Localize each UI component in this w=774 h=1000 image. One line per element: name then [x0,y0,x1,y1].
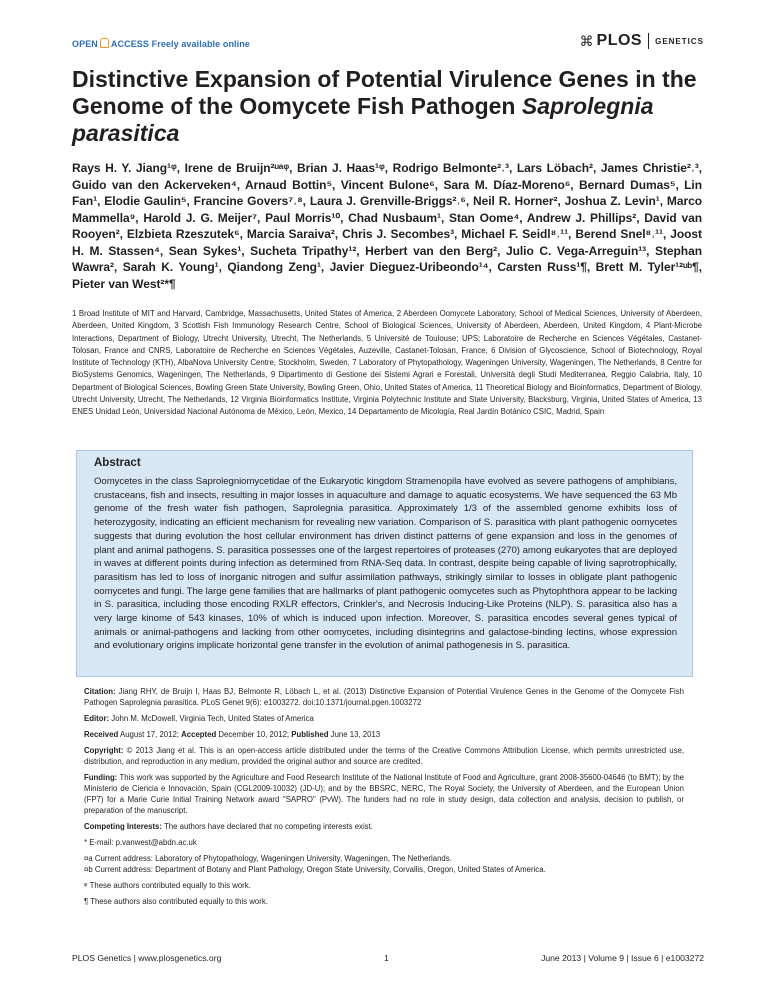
citation-label: Citation: [84,687,116,696]
current-address-b: ¤b Current address: Department of Botany and Plant Pathology, Oregon State University, Corvallis, Oregon, United States of America. [84,865,546,874]
copyright-text: © 2013 Jiang et al. This is an open-access article distributed under the terms of the Creative Commons Attribution License, which permits unrestricted use, distribution, and reproduction in any medium, provided the original author and source are credited. [84,746,684,766]
abstract-heading: Abstract [94,457,141,469]
published-label: Published [291,730,329,739]
competing-label: Competing Interests: [84,822,162,831]
received-label: Received [84,730,119,739]
copyright [84,745,684,767]
abstract-box [76,450,693,677]
equal-contribution-2: ¶ These authors also contributed equally to this work. [84,897,268,906]
abstract-text: Oomycetes in the class Saprolegniomycetidae of the Eukaryotic kingdom Stramenopila have evolved as severe pathogens of amphibians, crustaceans, fish and insects, resulting in major losses in aquaculture and damage to aquatic ecosystems. We have sequenced the 63 Mb genome of the fresh water fish pathogen, Saprolegnia parasitica. Approximately 1/3 of the assembled genome exhibits loss of heterozygosity, indicating an efficient mechanism for revealing new variation. Comparison of S. parasitica with plant pathogenic oomycetes suggests that during evolution the host cellular environment has driven distinct patterns of gene expansion and loss in the genomes of plant and animal pathogens. S. parasitica possesses one of the largest repertoires of proteases (270) among eukaryotes that are deployed in waves at different points during infection as determined from RNA-Seq data. In contrast, despite being capable of living saprotrophically, parasitism has led to loss of inorganic nitrogen and sulfur assimilation pathways, strikingly similar to losses in obligate plant pathogenic oomycetes and fungi. The large gene families that are hallmarks of plant pathogenic oomycetes such as Phytophthora appear to be lacking in S. parasitica, including those encoding RXLR effectors, Crinkler's, and Necrosis Inducing-Like Proteins (NLP). S. parasitica also has a very large kinome of 543 kinases, 10% of which is induced upon infection. Moreover, S. parasitica encodes several genes typical of animals or animal-pathogens and lacking from other oomycetes, including disintegrins and galactose-binding lectins, whose expression and evolutionary origins implicate horizontal gene transfer in the evolution of animal pathogenesis in S. parasitica. [94,476,677,652]
plos-logo[interactable] [580,30,704,52]
publisher-name: PLOS [596,32,643,49]
article-title [72,66,704,147]
footer-journal[interactable]: PLOS Genetics | www.plosgenetics.org [72,953,222,963]
open-access-banner[interactable] [72,38,250,49]
funding [84,772,684,816]
open-access-lock-icon [100,38,109,48]
accepted-date: December 10, 2012; [218,730,290,739]
competing-text: The authors have declared that no competing interests exist. [164,822,373,831]
journal-name: GENETICS [655,36,704,46]
received-date: August 17, 2012; [120,730,179,739]
article-metadata [84,686,684,912]
competing-interests [84,821,684,832]
email[interactable]: * E-mail: p.vanwest@abdn.ac.uk [84,838,197,847]
editor [84,713,684,724]
footer-issue: June 2013 | Volume 9 | Issue 6 | e1003272 [541,953,704,963]
title-main: Distinctive Expansion of Potential Virulence Genes in the Genome of the Oomycete Fish Pathogen [72,66,697,119]
funding-label: Funding: [84,773,118,782]
dates [84,729,684,740]
logo-divider [648,33,649,49]
page-number: 1 [384,953,389,963]
published-date: June 13, 2013 [330,730,381,739]
funding-text: This work was supported by the Agriculture and Food Research Institute of the National Institute of Food and Agriculture, grant 2008-35600-04646 (to BMT); by the Ministerio de Ciencia e Innovación, Spain (CGL2009-10032) (JD-U); and by the BBSRC, NERC, The Royal Society, the University of Aberdeen, and the European Union (FP7) for a Marie Curie Initial Training Network award "SAPRO" (PvW). The funders had no role in study design, data collection and analysis, decision to publish, or preparation of the manuscript. [84,773,684,815]
affiliations: 1 Broad Institute of MIT and Harvard, Cambridge, Massachusetts, United States of America, 2 Aberdeen Oomycete Laboratory, School of Medical Sciences, University of Aberdeen, Aberdeen, United Kingdom, 3 Scottish Fish Immunology Research Centre, School of Biological Sciences, University of Aberdeen, Aberdeen, United Kingdom, 4 Plant-Microbe Interactions, Department of Biology, Utrecht University, Utrecht, The Netherlands, 5 Université de Toulouse; UPS; Laboratoire de Recherche en Sciences Végétales, Castanet-Tolosan, France and CNRS, Laboratoire de Recherche en Sciences Végétales, Auzeville, Castanet-Tolosan, France, 6 Division of Glycoscience, School of Biotechnology, Royal Institute of Technology (KTH), AlbaNova University Centre, Stockholm, Sweden, 7 Laboratory of Phytopathology, Wageningen University, Wageningen, The Netherlands, 8 Centre for BioSystems Genomics, Wageningen, The Netherlands, 9 Dipartimento di Gestione dei Sistemi Agrari e Forestali, Università degli Studi Mediterranea, Reggio Calabria, Italy, 10 Department of Biological Sciences, Bowling Green State University, Bowling Green, Ohio, United States of America, 11 Theoretical Biology and Bioinformatics, Department of Biology, Utrecht University, Utrecht, The Netherlands, 12 Virginia Bioinformatics Institute, Virginia Polytechnic Institute and State University, Blacksburg, Virginia, United States of America, 13 ENES Unidad León, Universidad Nacional Autónoma de México, León, Mexico, 14 Departamento de Micología, Real Jardín Botánico CSIC, Madrid, Spain [72,309,702,417]
journal-header [72,30,704,58]
citation-text: Jiang RHY, de Bruijn I, Haas BJ, Belmonte R, Löbach L, et al. (2013) Distinctive Expansion of Potential Virulence Genes in the Genome of the Oomycete Fish Pathogen Saprolegnia parasitica. PLoS Genet 9(6): e1003272. doi:10.1371/journal.pgen.1003272 [84,687,684,707]
open-label: OPEN [72,39,98,49]
author-list: Rays H. Y. Jiang¹ᵠ, Irene de Bruijn²ᵘᵃᵠ, Brian J. Haas¹ᵠ, Rodrigo Belmonte²˒³, Lars Löbach², James Christie²˒³, Guido van den Ackerveken⁴, Arnaud Bottin⁵, Vincent Bulone⁶, Sara M. Díaz-Moreno⁶, Bernard Dumas⁵, Lin Fan¹, Elodie Gaulin⁵, Francine Govers⁷˒⁸, Laura J. Grenville-Briggs²˒⁶, Neil R. Horner², Joshua Z. Levin¹, Marco Mammella⁹, Harold J. G. Meijer⁷, Paul Morris¹⁰, Chad Nusbaum¹, Stan Oome⁴, Andrew J. Phillips², David van Rooyen², Elzbieta Rzeszutek⁶, Marcia Saraiva², Chris J. Secombes³, Michael F. Seidl⁸˒¹¹, Berend Snel⁸˒¹¹, Joost H. M. Stassen⁴, Sean Sykes¹, Sucheta Tripathy¹², Herbert van den Berg², Julio C. Vega-Arreguin¹³, Stephan Wawra², Sarah K. Young¹, Qiandong Zeng¹, Javier Dieguez-Uribeondo¹⁴, Carsten Russ¹¶, Brett M. Tyler¹²ᵘᵇ¶, Pieter van West²*¶ [72,161,702,291]
editor-label: Editor: [84,714,110,723]
plos-logo-icon: ⌘ [579,32,594,49]
accepted-label: Accepted [181,730,217,739]
citation [84,686,684,708]
editor-text: John M. McDowell, Virginia Tech, United States of America [111,714,314,723]
equal-contribution-1: ᵠ These authors contributed equally to this work. [84,881,251,890]
open-access-label: ACCESS Freely available online [110,39,250,49]
title-species: Saprolegnia parasitica [72,93,654,146]
current-address-a: ¤a Current address: Laboratory of Phytopathology, Wageningen University, Wageningen, The Netherlands. [84,854,452,863]
copyright-label: Copyright: [84,746,124,755]
